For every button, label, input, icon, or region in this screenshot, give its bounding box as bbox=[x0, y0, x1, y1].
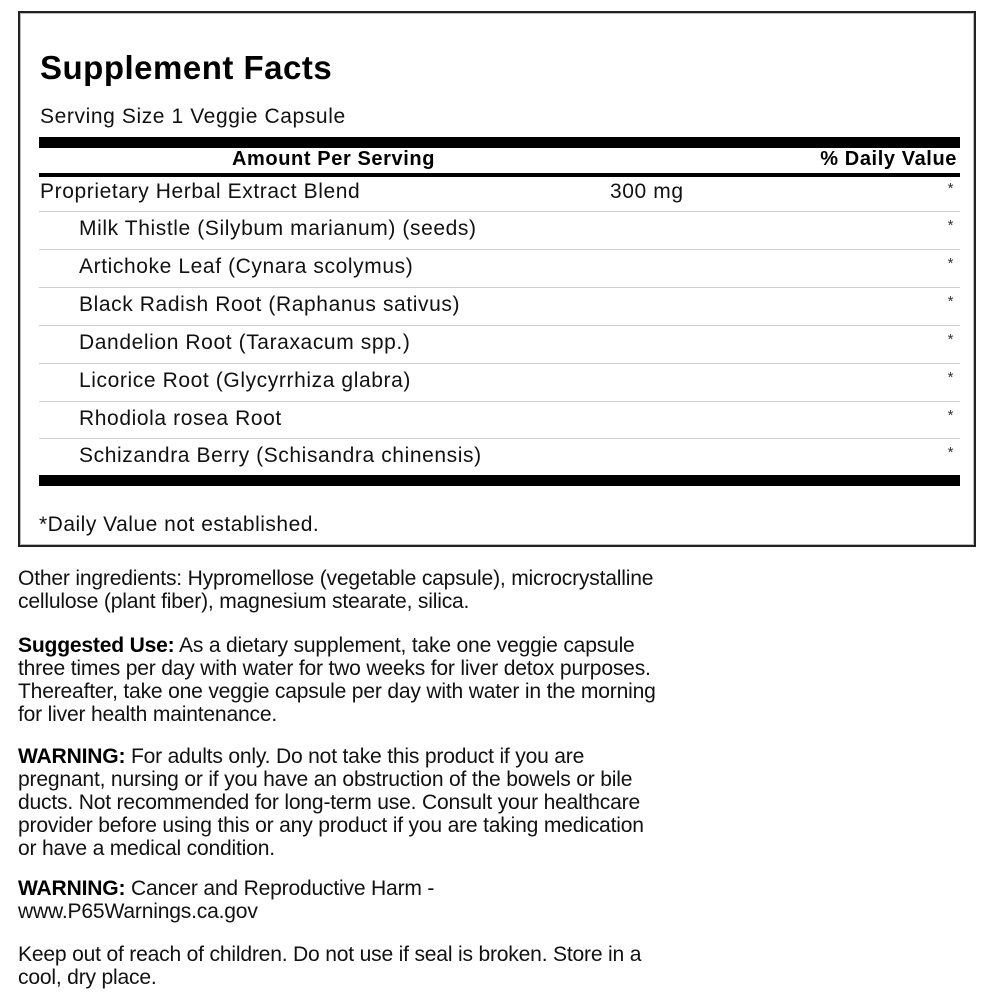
supplement-facts-panel bbox=[18, 11, 976, 547]
other-ingredients bbox=[18, 567, 959, 613]
storage-line: cool, dry place. bbox=[18, 965, 157, 989]
serving-size: Serving Size 1 Veggie Capsule bbox=[40, 105, 346, 128]
ingredient-row bbox=[39, 363, 960, 402]
storage-instructions bbox=[18, 943, 959, 989]
suggested-use bbox=[18, 634, 959, 726]
warning-label: WARNING: bbox=[18, 744, 126, 768]
ingredient-daily-value: * bbox=[947, 293, 954, 310]
ingredient-daily-value: * bbox=[947, 217, 954, 234]
ingredient-daily-value: * bbox=[947, 444, 954, 461]
prop65-warning-text: Cancer and Reproductive Harm - bbox=[125, 876, 435, 900]
warning-text: For adults only. Do not take this product if you are bbox=[125, 744, 585, 768]
suggested-use-line: three times per day with water for two weeks for liver detox purposes. bbox=[18, 656, 651, 680]
ingredient-daily-value: * bbox=[947, 331, 954, 348]
suggested-use-line: for liver health maintenance. bbox=[18, 702, 278, 726]
suggested-use-line: Thereafter, take one veggie capsule per day with water in the morning bbox=[18, 679, 656, 703]
ingredient-name: Rhodiola rosea Root bbox=[79, 407, 282, 430]
suggested-use-label: Suggested Use: bbox=[18, 633, 175, 657]
prop65-warning bbox=[18, 877, 959, 923]
ingredient-daily-value: * bbox=[947, 369, 954, 386]
blend-daily-value: * bbox=[947, 180, 954, 197]
ingredient-name: Dandelion Root (Taraxacum spp.) bbox=[79, 331, 411, 354]
prop65-website: www.P65Warnings.ca.gov bbox=[18, 899, 258, 923]
blend-row bbox=[39, 175, 960, 213]
ingredient-name: Licorice Root (Glycyrrhiza glabra) bbox=[79, 369, 411, 392]
ingredient-row bbox=[39, 401, 960, 440]
warning-line: provider before using this or any product if you are taking medication bbox=[18, 813, 644, 837]
storage-line: Keep out of reach of children. Do not use if seal is broken. Store in a bbox=[18, 942, 642, 966]
ingredient-daily-value: * bbox=[947, 255, 954, 272]
warning-line: pregnant, nursing or if you have an obstruction of the bowels or bile bbox=[18, 767, 633, 791]
daily-value-footnote: *Daily Value not established. bbox=[39, 513, 320, 536]
daily-value-header: % Daily Value bbox=[820, 148, 957, 170]
other-ingredients-line: Other ingredients: Hypromellose (vegetable capsule), microcrystalline bbox=[18, 566, 654, 590]
ingredient-row bbox=[39, 211, 960, 250]
warning-line: ducts. Not recommended for long-term use. Consult your healthcare bbox=[18, 790, 641, 814]
bottom-thick-divider bbox=[39, 475, 960, 486]
ingredient-row bbox=[39, 249, 960, 288]
ingredient-row bbox=[39, 438, 960, 477]
prop65-warning-label: WARNING: bbox=[18, 876, 126, 900]
panel-title: Supplement Facts bbox=[40, 49, 333, 86]
ingredient-name: Milk Thistle (Silybum marianum) (seeds) bbox=[79, 217, 477, 240]
ingredient-name: Black Radish Root (Raphanus sativus) bbox=[79, 293, 461, 316]
warning-line: or have a medical condition. bbox=[18, 836, 275, 860]
ingredient-name: Schizandra Berry (Schisandra chinensis) bbox=[79, 444, 482, 467]
ingredient-name: Artichoke Leaf (Cynara scolymus) bbox=[79, 255, 414, 278]
ingredient-row bbox=[39, 287, 960, 326]
other-ingredients-line: cellulose (plant fiber), magnesium stearate, silica. bbox=[18, 589, 470, 613]
suggested-use-text: As a dietary supplement, take one veggie capsule bbox=[174, 633, 635, 657]
amount-per-serving-header: Amount Per Serving bbox=[232, 148, 436, 170]
general-warning bbox=[18, 745, 959, 860]
ingredient-row bbox=[39, 325, 960, 364]
blend-amount: 300 mg bbox=[610, 180, 684, 203]
blend-name: Proprietary Herbal Extract Blend bbox=[40, 180, 361, 203]
ingredient-daily-value: * bbox=[947, 407, 954, 424]
